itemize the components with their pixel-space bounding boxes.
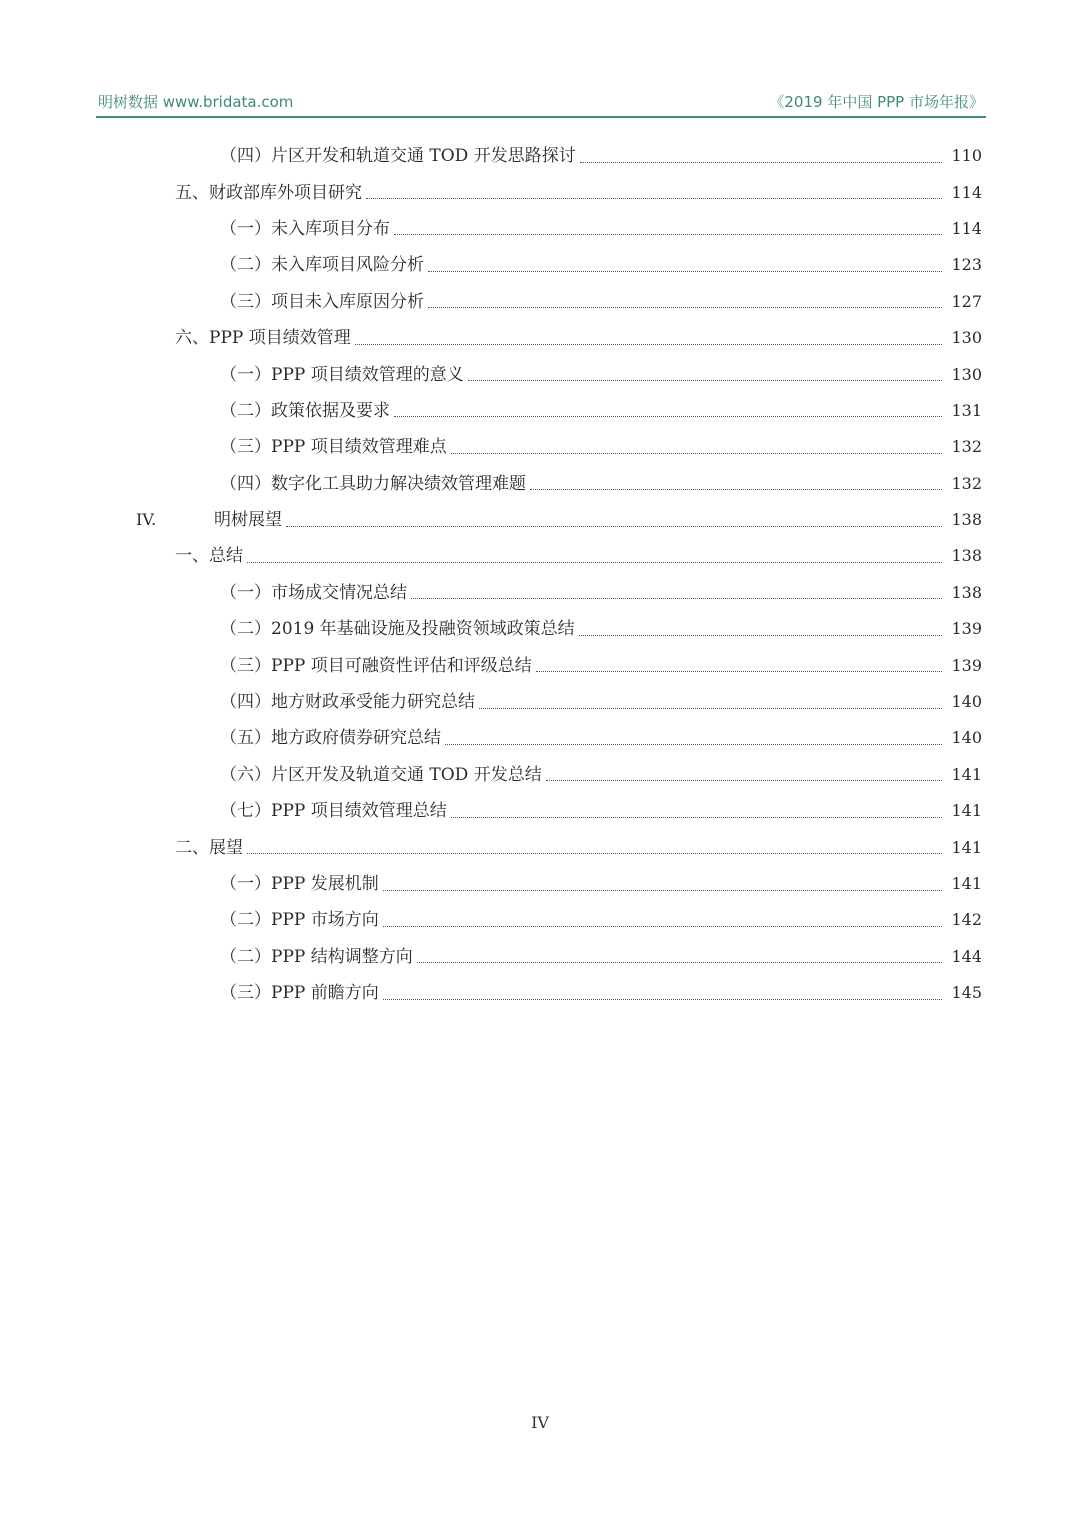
toc-dot-leader [445,744,942,745]
toc-entry[interactable] [0,538,982,574]
toc-entry-page: 141 [951,874,982,893]
toc-entry-page: 110 [951,146,982,166]
toc-entry-page: 138 [951,546,982,566]
toc-entry-page: 141 [951,764,982,784]
toc-entry[interactable] [0,975,982,1011]
toc-entry-page: 140 [951,692,982,712]
toc-entry-label: （七）PPP 项目绩效管理总结 [220,801,447,822]
toc-dot-leader [536,671,942,672]
toc-entry[interactable] [0,902,982,938]
toc-entry-label: 五、财政部库外项目研究 [175,182,362,203]
toc-entry-page: 144 [951,946,982,966]
toc-dot-leader [247,562,942,563]
toc-entry[interactable] [0,684,982,720]
toc-entry[interactable] [0,284,982,320]
toc-entry-label: （五）地方政府债券研究总结 [220,728,441,749]
toc-entry[interactable] [0,647,982,683]
toc-entry-label: （二）未入库项目风险分析 [220,255,424,276]
toc-entry-label: （一）PPP 项目绩效管理的意义 [220,364,464,385]
toc-entry[interactable] [0,174,982,210]
toc-dot-leader [451,453,942,454]
toc-entry[interactable] [0,575,982,611]
toc-entry-page: 142 [951,910,982,930]
toc-entry-number: IV. [136,510,157,530]
toc-entry-label: 二、展望 [175,837,243,858]
toc-entry-label: 六、PPP 项目绩效管理 [175,328,351,349]
toc-entry-label: （一）未入库项目分布 [220,218,390,239]
toc-dot-leader [468,380,942,381]
toc-entry[interactable] [0,138,982,174]
toc-entry[interactable] [0,757,982,793]
toc-dot-leader [383,999,942,1000]
toc-dot-leader [580,162,942,163]
page-number: IV [531,1413,549,1432]
toc-entry-page: 130 [951,328,982,348]
toc-entry-label: （三）PPP 项目绩效管理难点 [220,437,447,458]
toc-entry-label: （六）片区开发及轨道交通 TOD 开发总结 [220,764,542,785]
toc-dot-leader [546,780,942,781]
toc-entry[interactable] [0,429,982,465]
header-report-title: 《2019 年中国 PPP 市场年报》 [769,93,984,111]
toc-entry-label: （三）PPP 前瞻方向 [220,983,379,1004]
toc-entry-page: 127 [951,291,982,311]
toc-entry[interactable] [0,793,982,829]
toc-entry[interactable] [0,611,982,647]
toc-entry-label: 明树展望 [214,510,282,531]
toc-entry[interactable] [0,466,982,502]
toc-entry-page: 138 [951,582,982,602]
toc-entry-page: 140 [951,728,982,748]
toc-entry[interactable] [0,247,982,283]
toc-entry[interactable] [0,356,982,392]
toc-entry-page: 138 [951,510,982,530]
page-header [96,88,986,118]
toc-entry-page: 131 [951,400,982,420]
toc-dot-leader [383,926,942,927]
toc-entry-page: 114 [951,182,982,202]
toc-dot-leader [366,198,942,199]
toc-entry[interactable] [0,393,982,429]
toc-entry-label: （二）政策依据及要求 [220,400,390,421]
toc-dot-leader [451,817,942,818]
toc-dot-leader [247,853,942,854]
header-site-name: 明树数据 www.bridata.com [98,93,294,111]
toc-entry-label: 一、总结 [175,546,243,567]
toc-entry-label: （三）项目未入库原因分析 [220,291,424,312]
toc-entry-label: （二）PPP 结构调整方向 [220,946,413,967]
toc-entry[interactable] [0,829,982,865]
toc-dot-leader [428,271,942,272]
toc-dot-leader [428,307,942,308]
toc-entry-page: 141 [951,801,982,821]
toc-entry-label: （四）片区开发和轨道交通 TOD 开发思路探讨 [220,146,576,167]
toc-dot-leader [355,344,942,345]
toc-dot-leader [286,526,942,527]
toc-entry-label: （一）PPP 发展机制 [220,874,379,894]
toc-entry-page: 123 [951,255,982,275]
toc-dot-leader [394,234,942,235]
toc-dot-leader [530,489,942,490]
toc-entry-label: （二）2019 年基础设施及投融资领域政策总结 [220,619,575,640]
toc-entry-page: 139 [951,655,982,675]
toc-entry-label: （一）市场成交情况总结 [220,582,407,603]
toc-entry-page: 141 [951,837,982,857]
toc-entry-label: （二）PPP 市场方向 [220,910,379,931]
table-of-contents [0,138,1080,1011]
toc-dot-leader [479,708,942,709]
toc-entry-label: （四）数字化工具助力解决绩效管理难题 [220,473,526,494]
toc-entry[interactable] [0,939,982,975]
toc-dot-leader [579,635,942,636]
toc-entry-page: 132 [951,437,982,457]
toc-entry[interactable] [0,211,982,247]
toc-entry-page: 139 [951,619,982,639]
toc-dot-leader [411,598,942,599]
toc-entry-label: （四）地方财政承受能力研究总结 [220,692,475,713]
toc-entry[interactable] [0,502,982,538]
toc-entry[interactable] [0,866,982,902]
toc-dot-leader [383,890,942,891]
toc-entry[interactable] [0,320,982,356]
toc-entry-page: 145 [951,983,982,1003]
toc-dot-leader [394,416,942,417]
toc-entry-page: 114 [951,218,982,238]
toc-entry-page: 132 [951,473,982,493]
toc-entry[interactable] [0,720,982,756]
toc-dot-leader [417,962,942,963]
toc-entry-label: （三）PPP 项目可融资性评估和评级总结 [220,655,532,676]
toc-entry-page: 130 [951,364,982,384]
